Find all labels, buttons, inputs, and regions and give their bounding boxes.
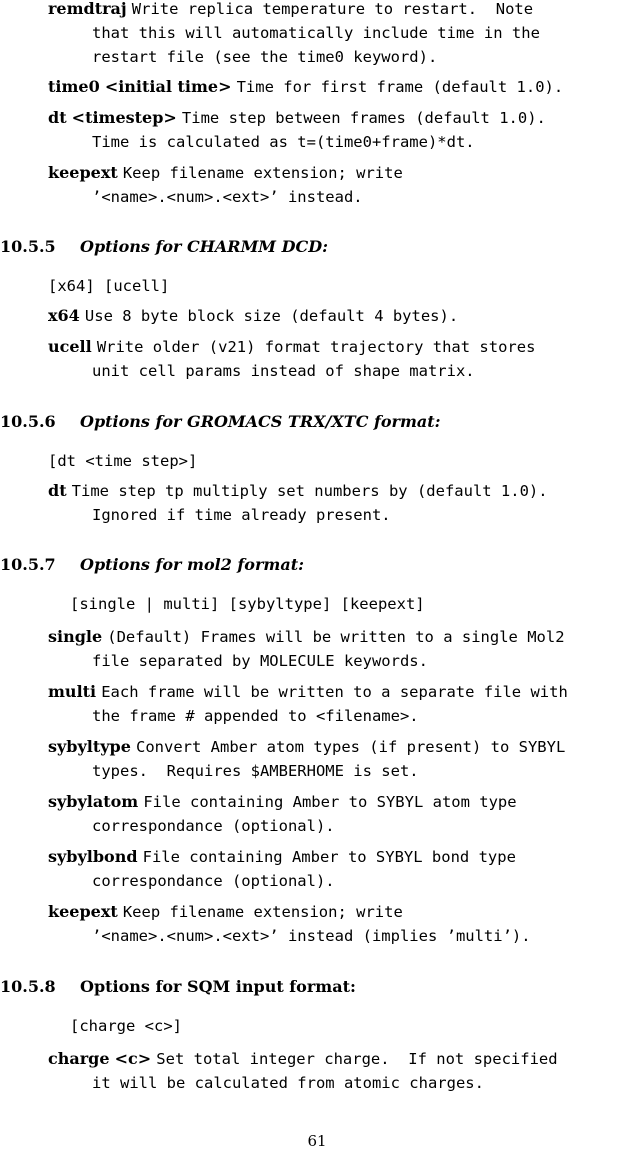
option-sybyltype	[48, 735, 634, 783]
option-dt-gromacs	[48, 479, 634, 527]
section-title: Options for CHARMM DCD:	[80, 237, 328, 256]
option-description-continued: Time is calculated as t=(time0+frame)*dt.	[92, 133, 475, 151]
option-x64	[48, 304, 634, 328]
option-description-continued: it will be calculated from atomic charges.	[92, 1074, 484, 1092]
option-argument: <c>	[114, 1049, 152, 1068]
option-keepext-mol2	[48, 900, 634, 948]
option-description: Time step tp multiply set numbers by (default 1.0).	[71, 482, 548, 500]
page-number: 61	[307, 1132, 327, 1150]
section-heading-charmm	[0, 235, 634, 259]
option-time0	[48, 75, 634, 99]
option-ucell	[48, 335, 634, 383]
option-term: ucell	[48, 337, 92, 356]
option-term: multi	[48, 682, 97, 701]
option-description-continued: restart file (see the time0 keyword).	[92, 48, 438, 66]
option-remdtraj	[48, 0, 634, 69]
option-description-continued: Ignored if time already present.	[92, 506, 391, 524]
option-description: Keep filename extension; write	[122, 164, 403, 182]
syntax-line: [charge <c>]	[70, 1017, 182, 1035]
option-keepext	[48, 161, 634, 209]
option-description: Set total integer charge. If not specified	[156, 1050, 558, 1068]
option-description: Each frame will be written to a separate file with	[101, 683, 568, 701]
section-number: 10.5.6	[0, 412, 56, 431]
option-term: keepext	[48, 902, 118, 921]
section-title: Options for mol2 format:	[80, 555, 304, 574]
section-number: 10.5.8	[0, 977, 56, 996]
section-heading-gromacs	[0, 410, 634, 434]
section-heading-sqm	[0, 975, 634, 999]
option-description: (Default) Frames will be written to a single Mol2	[107, 628, 565, 646]
syntax-line: [dt <time step>]	[48, 452, 198, 470]
option-description: Convert Amber atom types (if present) to SYBYL	[136, 738, 566, 756]
option-term: dt	[48, 108, 67, 127]
section-title: Options for GROMACS TRX/XTC format:	[80, 412, 441, 431]
option-description-continued: file separated by MOLECULE keywords.	[92, 652, 428, 670]
option-description: Write older (v21) format trajectory that stores	[96, 338, 536, 356]
option-description: Time for first frame (default 1.0).	[236, 78, 564, 96]
option-sybylbond	[48, 845, 634, 893]
section-title: Options for SQM input format:	[80, 977, 356, 996]
option-description-continued: correspondance (optional).	[92, 872, 335, 890]
option-argument: <timestep>	[71, 108, 177, 127]
section-heading-mol2	[0, 553, 634, 577]
option-description: File containing Amber to SYBYL atom type	[143, 793, 517, 811]
option-term: charge	[48, 1049, 110, 1068]
option-term: dt	[48, 481, 67, 500]
option-description: File containing Amber to SYBYL bond type	[142, 848, 516, 866]
option-argument: <initial time>	[104, 77, 232, 96]
option-description: Write replica temperature to restart. Note	[131, 0, 534, 18]
option-term: single	[48, 627, 103, 646]
option-description-continued: the frame # appended to <filename>.	[92, 707, 419, 725]
option-description-continued: unit cell params instead of shape matrix.	[92, 362, 475, 380]
option-description: Keep filename extension; write	[122, 903, 403, 921]
option-description-continued: ’<name>.<num>.<ext>’ instead (implies ’multi’).	[92, 927, 531, 945]
section-number: 10.5.5	[0, 237, 56, 256]
option-term: sybylatom	[48, 792, 139, 811]
option-term: x64	[48, 306, 80, 325]
option-dt	[48, 106, 634, 154]
option-sybylatom	[48, 790, 634, 838]
option-single	[48, 625, 634, 673]
syntax-line: [single | multi] [sybyltype] [keepext]	[70, 595, 425, 613]
option-description: Use 8 byte block size (default 4 bytes).	[84, 307, 459, 325]
syntax-line: [x64] [ucell]	[48, 277, 170, 295]
option-description-continued: that this will automatically include time in the	[92, 24, 540, 42]
option-term: sybyltype	[48, 737, 131, 756]
option-description-continued: ’<name>.<num>.<ext>’ instead.	[92, 188, 363, 206]
option-term: keepext	[48, 163, 118, 182]
section-number: 10.5.7	[0, 555, 56, 574]
option-term: time0	[48, 77, 100, 96]
option-term: remdtraj	[48, 0, 127, 18]
option-description-continued: types. Requires $AMBERHOME is set.	[92, 762, 419, 780]
option-multi	[48, 680, 634, 728]
option-description-continued: correspondance (optional).	[92, 817, 335, 835]
option-charge	[48, 1047, 634, 1095]
option-term: sybylbond	[48, 847, 138, 866]
option-description: Time step between frames (default 1.0).	[181, 109, 546, 127]
